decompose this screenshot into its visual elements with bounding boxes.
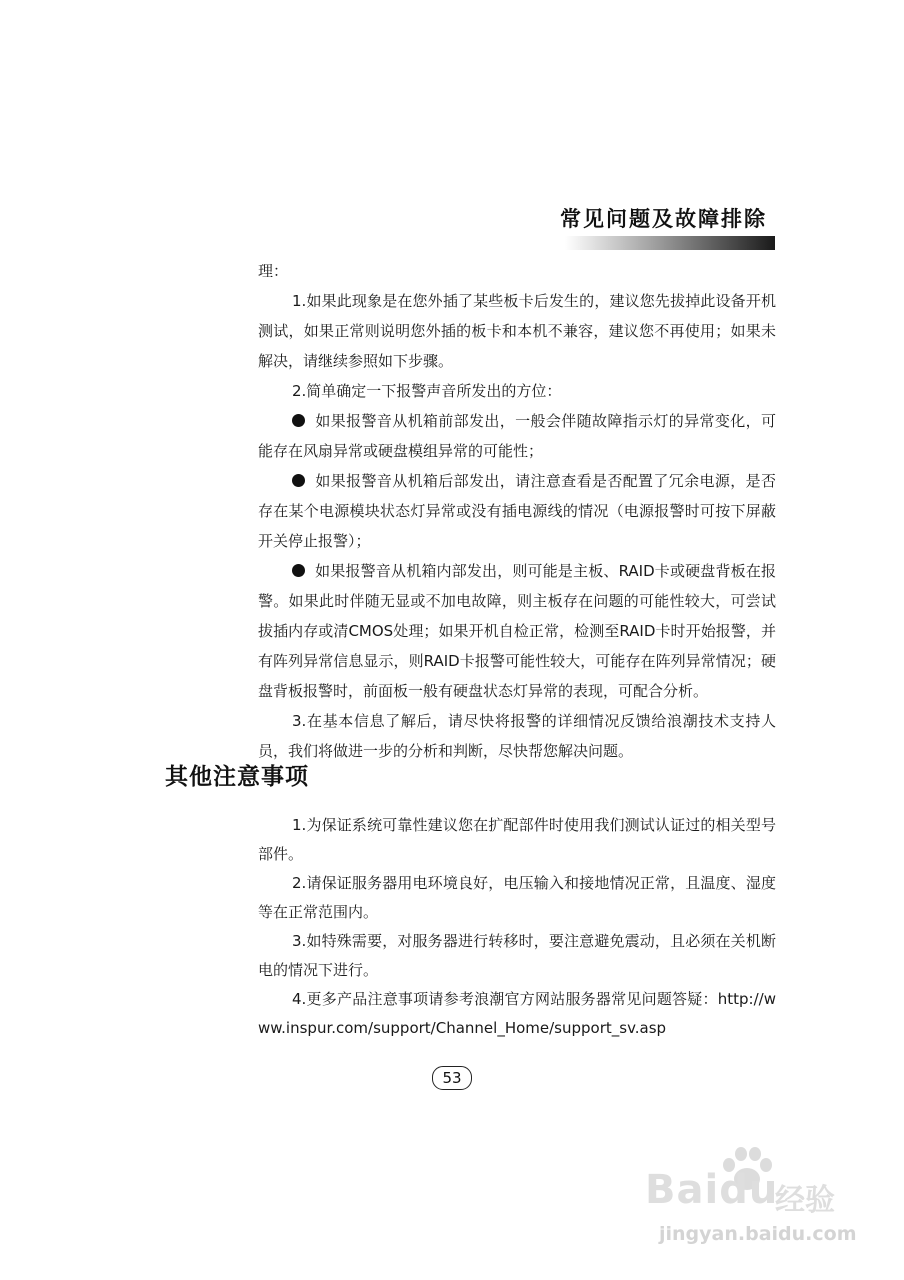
baidu-logo-text: Baidu [645,1167,779,1213]
lead-text: 理： [258,262,289,280]
bullet-dot-icon [292,414,305,427]
support-url-link[interactable]: http://www.inspur.com/support/Channel_Home/support_sv.asp [258,990,776,1037]
watermark-url: jingyan.baidu.com [659,1223,857,1245]
notes-section [258,811,776,1043]
note-4 [258,985,776,1043]
note-4-text: 4.更多产品注意事项请参考浪潮官方网站服务器常见问题答疑： [292,990,718,1008]
jingyan-logo-text: 经验 [775,1183,835,1218]
note-2: 2.请保证服务器用电环境良好，电压输入和接地情况正常，且温度、湿度等在正常范围内。 [258,874,776,921]
section-heading: 其他注意事项 [165,764,309,790]
bullet-rear [258,466,776,556]
troubleshooting-section [258,256,776,766]
note-3: 3.如特殊需要，对服务器进行转移时，要注意避免震动，且必须在关机断电的情况下进行。 [258,932,776,979]
chapter-title: 常见问题及故障排除 [560,207,767,231]
step-1: 1.如果此现象是在您外插了某些板卡后发生的，建议您先拔掉此设备开机测试，如果正常则说明您外插的板卡和本机不兼容，建议您不再使用；如果未解决，请继续参照如下步骤。 [258,292,776,370]
bullet-dot-icon [292,474,305,487]
note-1: 1.为保证系统可靠性建议您在扩配部件时使用我们测试认证过的相关型号部件。 [258,816,776,863]
step-2: 2.简单确定一下报警声音所发出的方位： [292,382,562,400]
bullet-dot-icon [292,564,305,577]
bullet-internal-text: 如果报警音从机箱内部发出，则可能是主板、RAID卡或硬盘背板在报警。如果此时伴随无显或不加电故障，则主板存在问题的可能性较大，可尝试拔插内存或清CMOS处理；如果开机自检正常，检测至RAID卡时开始报警，并有阵列异常信息显示，则RAID卡报警可能性较大，可能存在阵列异常情况；硬盘背板报警时，前面板一般有硬盘状态灯异常的表现，可配合分析。 [258,562,776,700]
chapter-title-bar [565,236,775,250]
bullet-rear-text: 如果报警音从机箱后部发出，请注意查看是否配置了冗余电源，是否存在某个电源模块状态灯异常或没有插电源线的情况（电源报警时可按下屏蔽开关停止报警）； [258,472,776,550]
bullet-front [258,406,776,466]
bullet-front-text: 如果报警音从机箱前部发出，一般会伴随故障指示灯的异常变化，可能存在风扇异常或硬盘模组异常的可能性； [258,412,776,460]
bullet-internal [258,556,776,706]
baidu-watermark [645,1145,865,1245]
page-number: 53 [432,1066,472,1090]
step-3: 3.在基本信息了解后，请尽快将报警的详细情况反馈给浪潮技术支持人员，我们将做进一步的分析和判断，尽快帮您解决问题。 [258,712,776,760]
